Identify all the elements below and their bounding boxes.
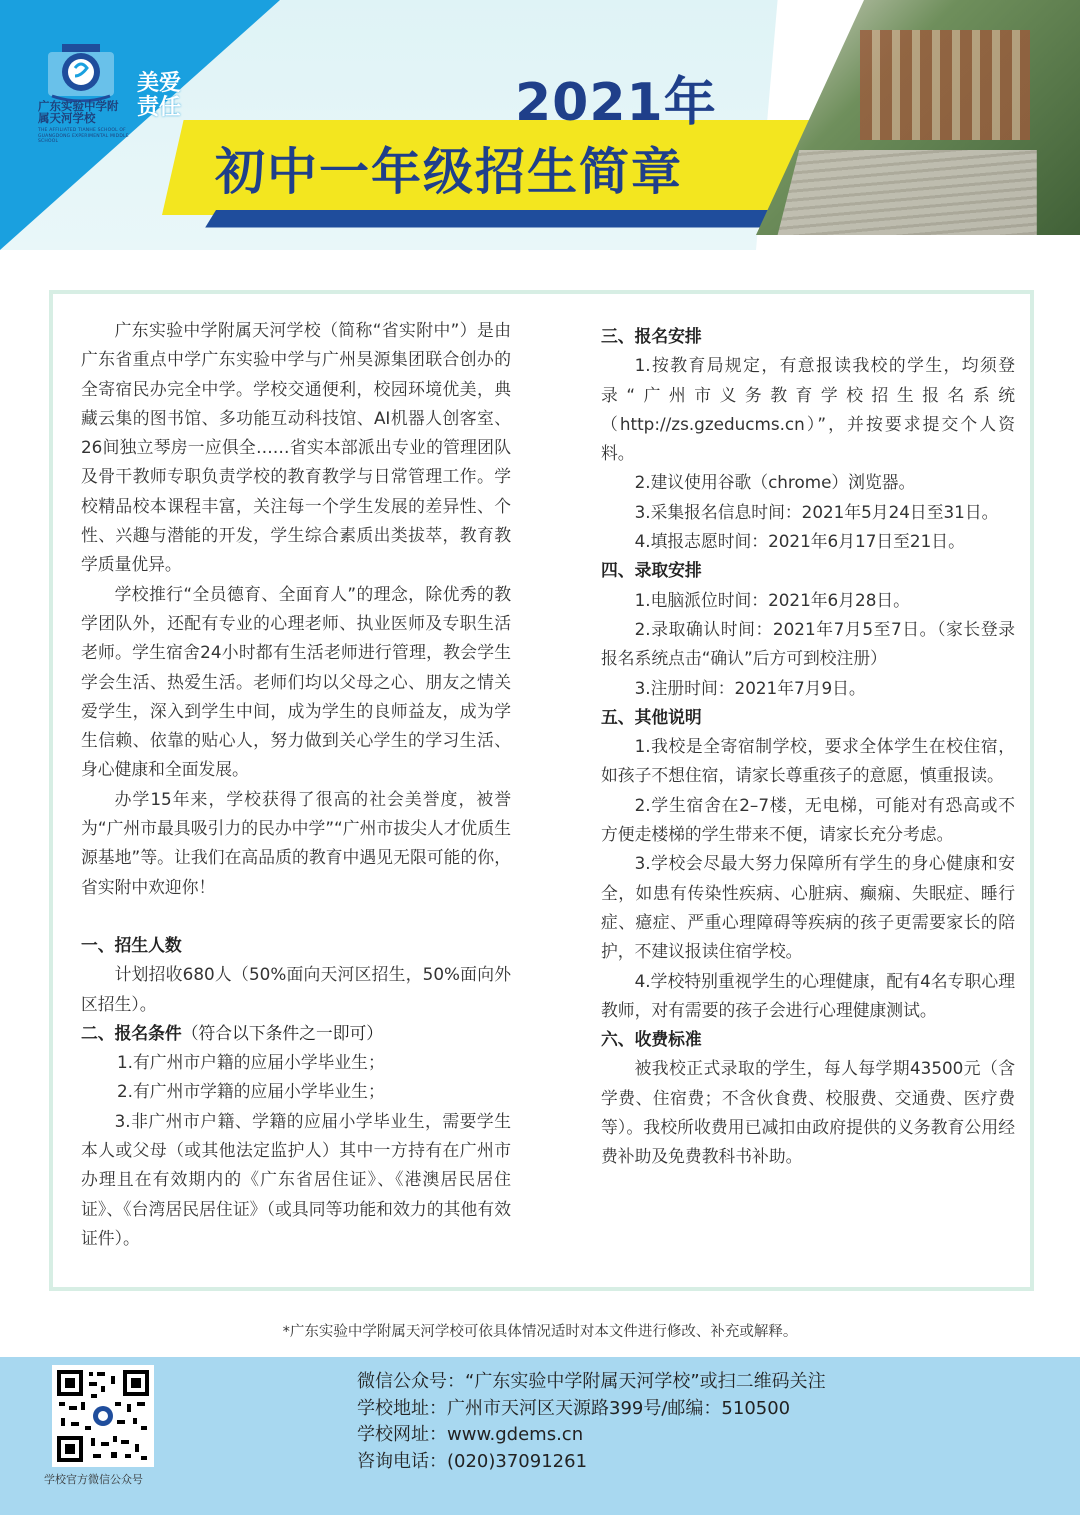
section-2-heading xyxy=(81,1019,511,1048)
spacer xyxy=(81,902,511,931)
school-motto xyxy=(137,72,181,120)
section-5-item-3: 3.学校会尽最大努力保障所有学生的身心健康和安全，如患有传染性疾病、心脏病、癫痫、失眠症、睡行症、癔症、严重心理障碍等疾病的孩子更需要家长的陪护，不建议报读住宿学校。 xyxy=(601,853,1015,962)
section-3-item-2: 2.建议使用谷歌（chrome）浏览器。 xyxy=(634,472,916,493)
contact-footer xyxy=(0,1357,1080,1515)
phone-line[interactable]: 咨询电话：(020)37091261 xyxy=(357,1450,588,1472)
section-4-item-1: 1.电脑派位时间：2021年6月28日。 xyxy=(634,589,910,610)
school-name-en: THE AFFILIATED TIANHE SCHOOL OF GUANGDONG EXPERIMENTAL MIDDLE SCHOOL xyxy=(38,128,129,144)
section-3-item-4: 4.填报志愿时间：2021年6月17日至21日。 xyxy=(634,531,965,552)
website-line[interactable]: 学校网址：www.gdems.cn xyxy=(357,1424,584,1445)
motto-line-1: 美爱 xyxy=(137,71,182,96)
section-2-title: 二、报名条件 xyxy=(81,1022,182,1043)
right-column xyxy=(601,322,1015,1172)
section-2-item-3: 3.非广州市户籍、学籍的应届小学毕业生，需要学生本人或父母（或其他法定监护人）其中一方持有在广州市办理且在有效期内的《广东省居住证》、《港澳居民居住证》、《台湾居民居住证》（或具同等功能和效力的其他有效证件）。 xyxy=(81,1110,511,1248)
campus-building-facade xyxy=(860,30,1030,140)
disclaimer-footnote: *广东实验中学附属天河学校可依具体情况适时对本文件进行修改、补充或解释。 xyxy=(282,1324,798,1340)
content-panel xyxy=(49,290,1034,1291)
qr-code-icon xyxy=(55,1368,151,1464)
section-6-title: 六、收费标准 xyxy=(601,1029,702,1050)
section-4-title: 四、录取安排 xyxy=(601,560,702,581)
section-4-item-2: 2.录取确认时间：2021年7月5至7日。（家长登录报名系统点击“确认”后方可到校注册） xyxy=(601,618,1015,669)
contact-info xyxy=(357,1369,826,1475)
intro-paragraph-1: 广东实验中学附属天河学校（简称“省实附中”）是由广东省重点中学广东实验中学与广州昊源集团联合创办的全寄宿民办完全中学。学校交通便利，校园环境优美，典藏云集的图书馆、多功能互动科技馆、AI机器人创客室、26间独立琴房一应俱全……省实本部派出专业的管理团队及骨干教师专职负责学校的教育教学与日常管理工作。学校精品校本课程丰富，关注每一个学生发展的差异性、个性、兴趣与潜能的开发，学生综合素质出类拔萃，教育教学质量优异。 xyxy=(81,320,511,575)
section-5-title: 五、其他说明 xyxy=(601,706,702,727)
section-3-item-3: 3.采集报名信息时间：2021年5月24日至31日。 xyxy=(634,501,999,522)
section-5-item-4: 4.学校特别重视学生的心理健康，配有4名专职心理教师，对有需要的孩子会进行心理健康测试。 xyxy=(601,970,1015,1020)
section-5-item-1: 1.我校是全寄宿制学校，要求全体学生在校住宿，如孩子不想住宿，请家长尊重孩子的意愿，慎重报读。 xyxy=(601,736,1015,786)
section-6-body: 被我校正式录取的学生，每人每学期43500元（含学费、住宿费；不含伙食费、校服费、交通费、医疗费等）。我校所收费用已减扣由政府提供的义务教育公用经费补助及免费教科书补助。 xyxy=(601,1058,1015,1167)
motto-line-2: 责任 xyxy=(137,95,182,120)
wechat-qr-code[interactable] xyxy=(52,1365,154,1467)
section-1-title: 一、招生人数 xyxy=(81,934,182,955)
section-3-title: 三、报名安排 xyxy=(601,326,702,346)
section-3-item-1: 1.按教育局规定，有意报读我校的学生，均须登录“广州市义务教育学校招生报名系统（http://zs.gzeducms.cn）”，并按要求提交个人资料。 xyxy=(601,355,1015,464)
heading-year: 2021年 xyxy=(515,73,717,133)
address-line: 学校地址：广州市天河区天源路399号/邮编：510500 xyxy=(357,1397,791,1419)
section-5-item-2: 2.学生宿舍在2–7楼，无电梯，可能对有恐高或不方便走楼梯的学生带来不便，请家长充分考虑。 xyxy=(601,794,1015,845)
section-2-item-2: 2.有广州市学籍的应届小学毕业生； xyxy=(117,1081,385,1102)
intro-paragraph-3: 办学15年来，学校获得了很高的社会美誉度，被誉为“广州市最具吸引力的民办中学”“广州市拔尖人才优质生源基地”等。让我们在高品质的教育中遇见无限可能的你，省实附中欢迎你！ xyxy=(81,788,511,897)
heading-title: 初中一年级招生简章 xyxy=(215,143,683,201)
section-2-note: （符合以下条件之一即可） xyxy=(181,1022,384,1043)
school-logo-icon xyxy=(42,38,120,102)
qr-caption: 学校官方微信公众号 xyxy=(44,1473,143,1486)
intro-paragraph-2: 学校推行“全员德育、全面育人”的理念，除优秀的教学团队外，还配有专业的心理老师、执业医师及专职生活老师。学生宿舍24小时都有生活老师进行管理，教会学生学会生活、热爱生活。老师们均以父母之心、朋友之情关爱学生，深入到学生中间，成为学生的良师益友，成为学生信赖、依靠的贴心人，努力做到关心学生的学习生活、身心健康和全面发展。 xyxy=(81,583,511,780)
wechat-line: 微信公众号：“广东实验中学附属天河学校”或扫二维码关注 xyxy=(357,1371,826,1392)
school-name: 广东实验中学附属天河学校 xyxy=(38,99,119,125)
section-2-item-1: 1.有广州市户籍的应届小学毕业生； xyxy=(117,1052,385,1073)
left-column xyxy=(81,316,511,1253)
section-1-body: 计划招收680人（50%面向天河区招生，50%面向外区招生）。 xyxy=(81,964,511,1014)
section-4-item-3: 3.注册时间：2021年7月9日。 xyxy=(634,677,866,698)
